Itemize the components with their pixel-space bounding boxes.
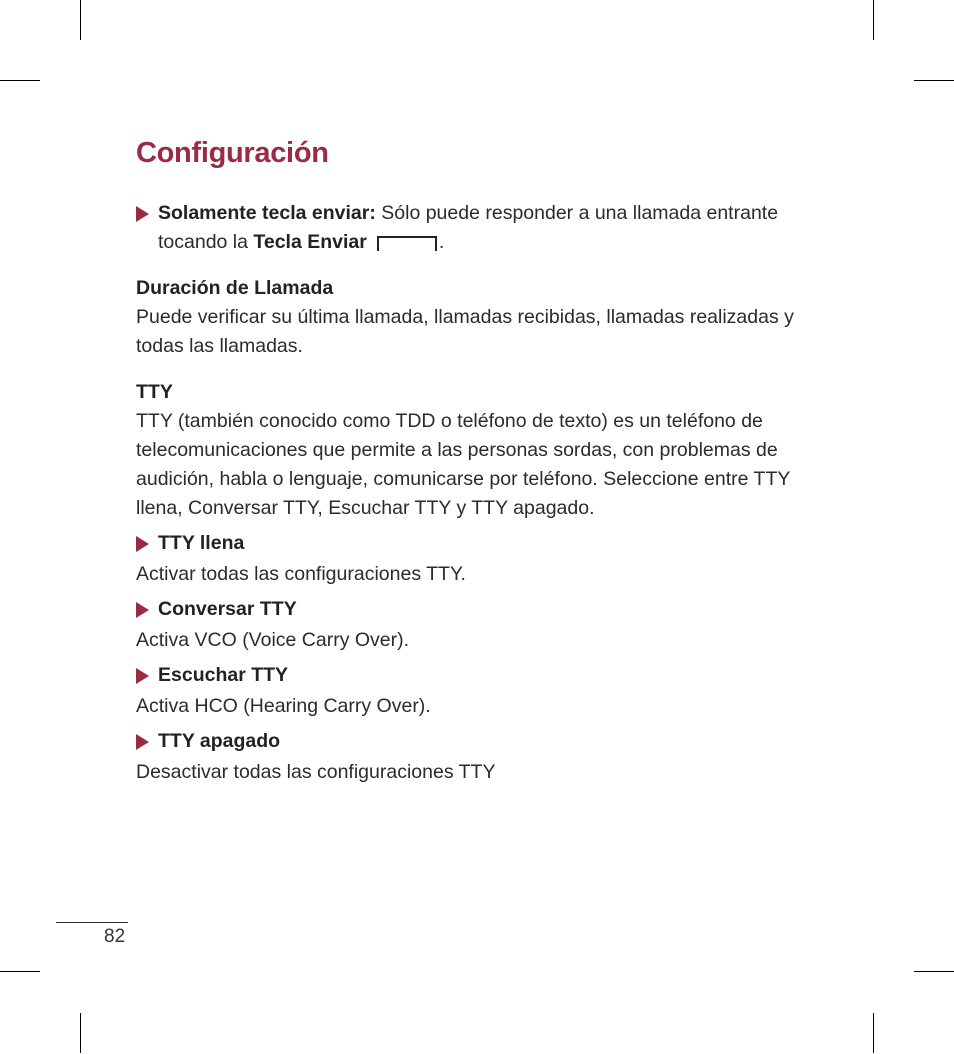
tty-option-description: Activa HCO (Hearing Carry Over). [136,695,431,717]
page-number: 82 [104,926,126,947]
footer-rule [56,922,128,923]
tty-body: TTY (también conocido como TDD o teléfono de texto) es un teléfono de telecomunicaciones que permite a las personas sordas, con problemas de audición, habla o lenguaje, comunicarse por teléfono. Seleccione entre TTY llena, Conversar TTY, Escuchar TTY y TTY apagado. [136,410,791,519]
send-key-name: Tecla Enviar [253,231,367,253]
crop-mark [873,0,874,40]
tty-heading: TTY [136,381,173,403]
crop-mark [914,971,954,972]
crop-mark [0,80,40,81]
tty-option-hear [136,661,826,690]
bullet-arrow-icon [136,206,149,222]
tty-option-description: Desactivar todas las configuraciones TTY [136,761,496,783]
only-send-key-text: Sólo puede responder a una llamada entrante tocando la [158,202,779,253]
page-content [136,199,826,787]
call-duration-body: Puede verificar su última llamada, llamadas recibidas, llamadas realizadas y todas las llamadas. [136,306,794,357]
crop-mark [80,1013,81,1053]
crop-mark [0,971,40,972]
crop-mark [914,80,954,81]
tty-option-off [136,727,826,756]
tty-option-label: Escuchar TTY [158,664,289,686]
bullet-arrow-icon [136,668,149,684]
only-send-key-period: . [438,231,445,253]
tty-option-label: TTY llena [158,532,245,554]
only-send-key-item [136,199,826,257]
tty-option-description: Activar todas las configuraciones TTY. [136,563,466,585]
crop-mark [873,1013,874,1053]
tty-option-description: Activa VCO (Voice Carry Over). [136,629,410,651]
bullet-arrow-icon [136,734,149,750]
send-key-icon [377,236,437,251]
crop-mark [80,0,81,40]
tty-option-label: TTY apagado [158,730,281,752]
bullet-arrow-icon [136,602,149,618]
tty-option-label: Conversar TTY [158,598,297,620]
bullet-arrow-icon [136,536,149,552]
call-duration-heading: Duración de Llamada [136,277,334,299]
tty-option-full [136,529,826,558]
tty-option-talk [136,595,826,624]
only-send-key-label: Solamente tecla enviar: [158,202,376,224]
page-title: Configuración [136,137,329,169]
